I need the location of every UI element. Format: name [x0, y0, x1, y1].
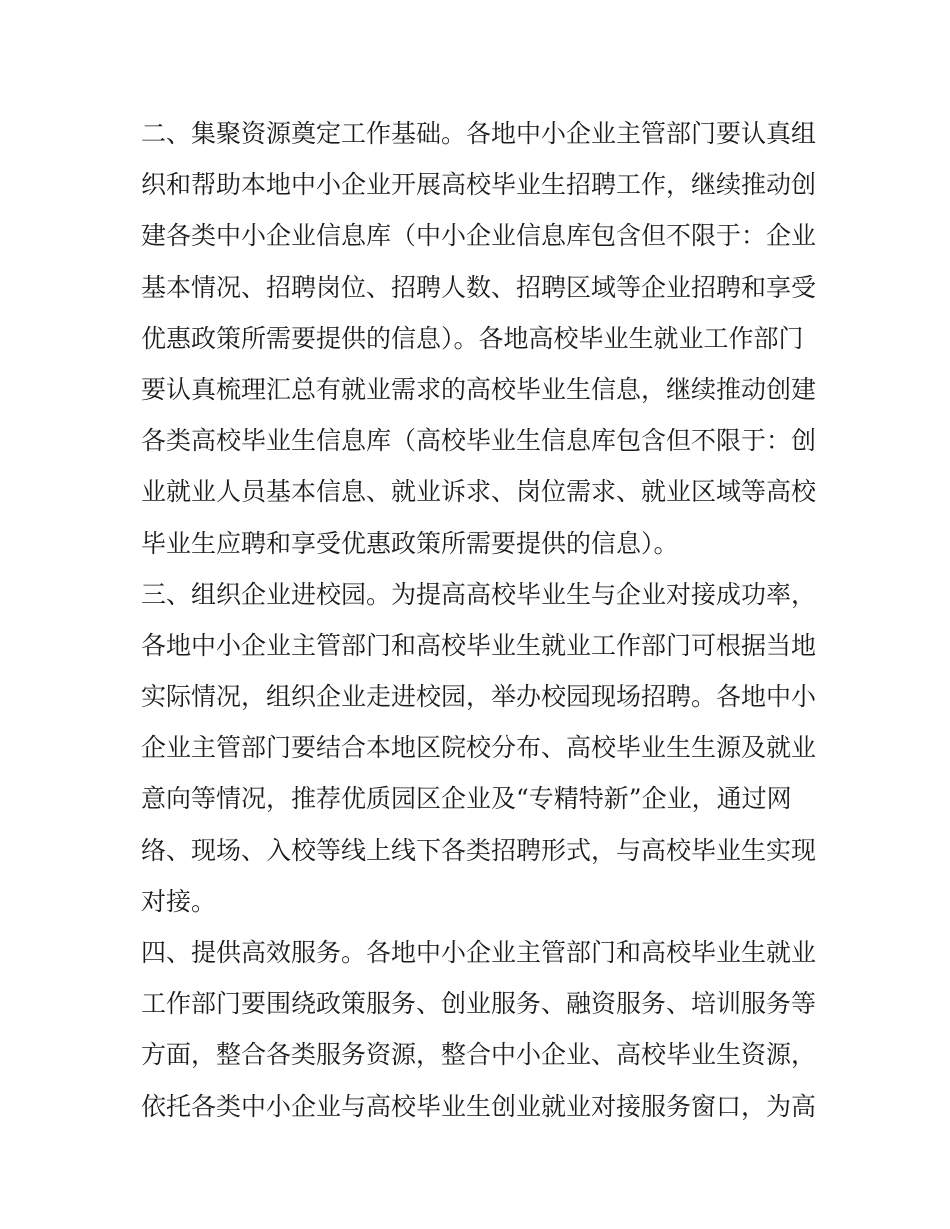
text-line: 优惠政策所需要提供的信息）。各地高校毕业生就业工作部门 — [141, 323, 804, 353]
text-line: 对接。 — [141, 886, 217, 916]
text-line: 实际情况，组织企业走进校园，举办校园现场招聘。各地中小 — [141, 682, 817, 712]
body-text — [141, 108, 821, 1132]
text-line: 业就业人员基本信息、就业诉求、岗位需求、就业区域等高校 — [141, 477, 817, 507]
text-line: 意向等情况，推荐优质园区企业及“专精特新”企业，通过网 — [141, 784, 792, 814]
text-line: 要认真梳理汇总有就业需求的高校毕业生信息，继续推动创建 — [141, 374, 817, 404]
text-line: 络、现场、入校等线上线下各类招聘形式，与高校毕业生实现 — [141, 835, 817, 865]
text-line: 依托各类中小企业与高校毕业生创业就业对接服务窗口，为高 — [141, 1091, 817, 1121]
text-line: 二、集聚资源奠定工作基础。各地中小企业主管部门要认真组 — [141, 119, 817, 148]
text-line: 三、组织企业进校园。为提高高校毕业生与企业对接成功率， — [141, 579, 817, 609]
text-line: 各类高校毕业生信息库（高校毕业生信息库包含但不限于：创 — [141, 426, 817, 456]
text-line: 基本情况、招聘岗位、招聘人数、招聘区域等企业招聘和享受 — [141, 272, 817, 302]
text-line: 毕业生应聘和享受优惠政策所需要提供的信息）。 — [141, 528, 679, 558]
text-line: 织和帮助本地中小企业开展高校毕业生招聘工作，继续推动创 — [141, 170, 817, 200]
text-line: 方面，整合各类服务资源，整合中小企业、高校毕业生资源， — [141, 1040, 817, 1070]
text-line: 建各类中小企业信息库（中小企业信息库包含但不限于：企业 — [141, 221, 817, 251]
text-line: 工作部门要围绕政策服务、创业服务、融资服务、培训服务等 — [141, 989, 817, 1019]
text-line: 企业主管部门要结合本地区院校分布、高校毕业生生源及就业 — [141, 733, 817, 763]
text-line: 各地中小企业主管部门和高校毕业生就业工作部门可根据当地 — [141, 630, 817, 660]
text-line: 四、提供高效服务。各地中小企业主管部门和高校毕业生就业 — [141, 938, 817, 967]
